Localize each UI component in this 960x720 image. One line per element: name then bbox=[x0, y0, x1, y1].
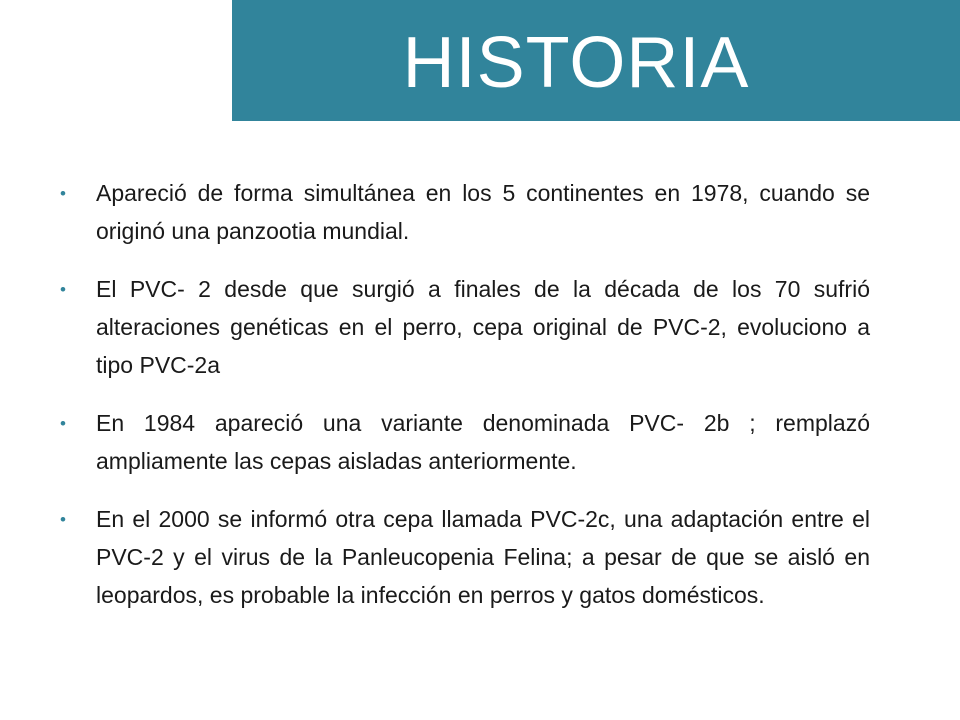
bullet-text: En 1984 apareció una variante denominada PVC- 2b ; remplazó ampliamente las cepas aisladas anteriormente. bbox=[96, 410, 870, 474]
bullet-text: El PVC- 2 desde que surgió a finales de la década de los 70 sufrió alteraciones genéticas en el perro, cepa original de PVC-2, evoluciono a tipo PVC-2a bbox=[96, 276, 870, 378]
bullet-icon: • bbox=[60, 510, 66, 529]
bullet-icon: • bbox=[60, 280, 66, 299]
bullet-item bbox=[54, 500, 870, 614]
bullet-icon: • bbox=[60, 414, 66, 433]
title-banner bbox=[232, 0, 960, 121]
bullet-list bbox=[54, 174, 870, 634]
slide-title: HISTORIA bbox=[402, 22, 750, 103]
bullet-item bbox=[54, 174, 870, 250]
bullet-icon: • bbox=[60, 184, 66, 203]
bullet-text: En el 2000 se informó otra cepa llamada PVC-2c, una adaptación entre el PVC-2 y el virus de la Panleucopenia Felina; a pesar de que se aisló en leopardos, es probable la infección en perros y gatos domésticos. bbox=[96, 506, 870, 608]
bullet-text: Apareció de forma simultánea en los 5 continentes en 1978, cuando se originó una panzootia mundial. bbox=[96, 180, 870, 244]
bullet-item bbox=[54, 270, 870, 384]
bullet-item bbox=[54, 404, 870, 480]
